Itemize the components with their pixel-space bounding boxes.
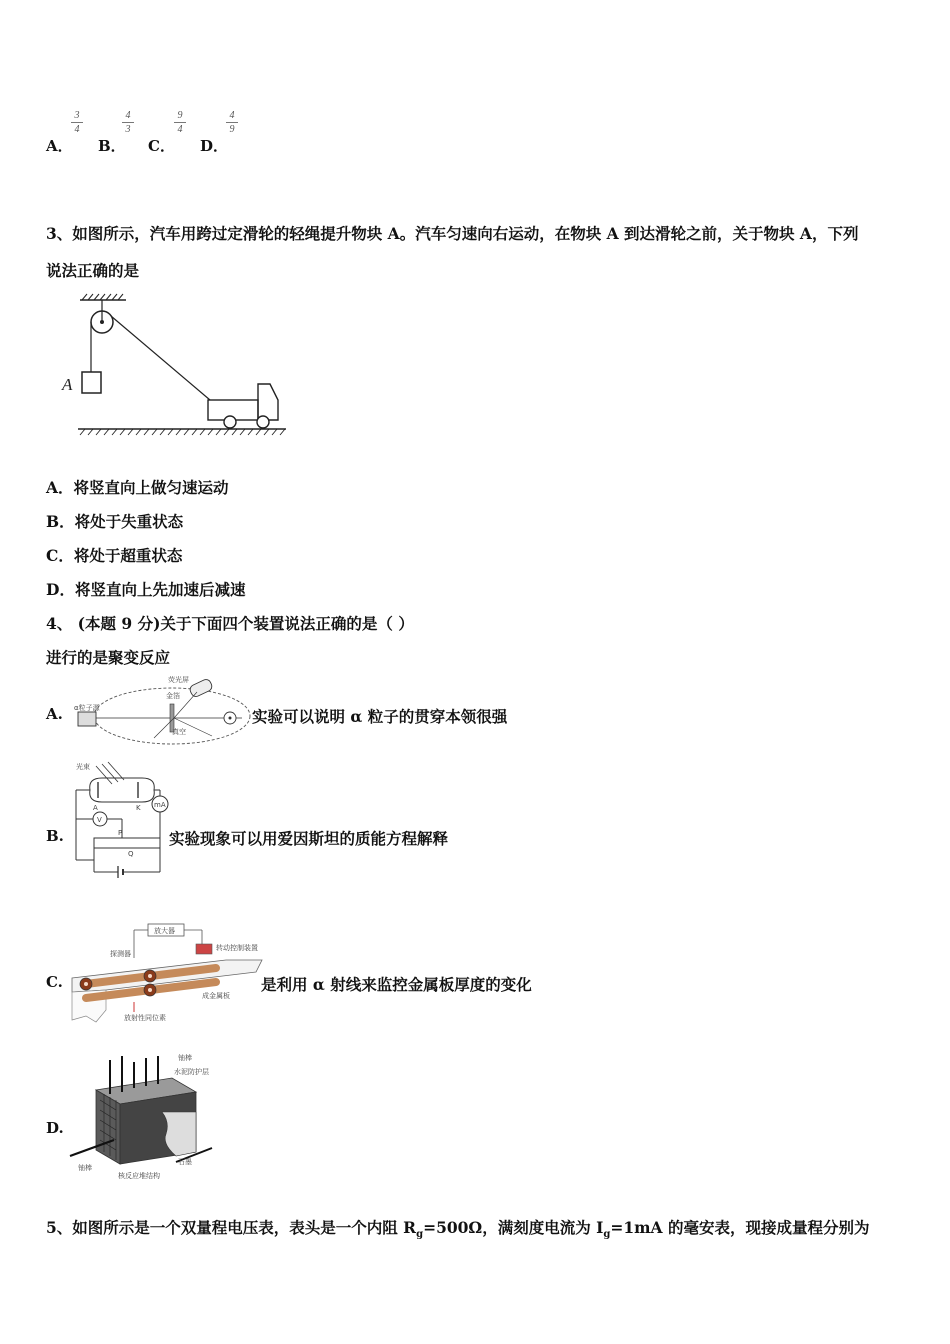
q3-option-c: C．将处于超重状态: [46, 546, 183, 565]
q4-option-a-letter: A.: [46, 705, 63, 723]
q4-figa-source-label: α粒子源: [74, 704, 100, 712]
q4-figd-rod2-label: 铀棒: [78, 1164, 92, 1172]
q2-option-d-fraction: 4 9: [226, 110, 238, 135]
q4-figb-voltmeter-label: V: [97, 816, 102, 824]
q4-figure-c-thickness-gauge: [66, 920, 266, 1028]
q4-figb-cathode-label: K: [136, 804, 141, 812]
q4-figb-light-label: 光束: [76, 763, 90, 771]
q4-figure-a-rutherford: [72, 672, 252, 748]
q3-block-label: A: [62, 375, 73, 394]
q4-figb-q-label: Q: [128, 850, 134, 858]
q4-figd-caption: 核反应堆结构: [118, 1172, 160, 1180]
q4-option-b-letter: B.: [46, 827, 64, 845]
q4-option-b-text: 实验现象可以用爱因斯坦的质能方程解释: [169, 829, 449, 848]
q2-option-b-letter: B．: [98, 137, 126, 155]
q5-stem: 5、如图所示是一个双量程电压表，表头是一个内阻 $R_g=500\Omega$，满刻度电流为 $I_g=1mA$ 的毫安表，现接成量程分别为: [46, 1218, 870, 1241]
q2-option-b-fraction: 4 3: [122, 110, 134, 135]
q3-option-a: A．将竖直向上做匀速运动: [46, 478, 229, 497]
q3-option-d: D．将竖直向上先加速后减速: [46, 580, 246, 599]
q4-subtext: 进行的是聚变反应: [46, 648, 171, 667]
q2-option-d-letter: D．: [200, 137, 229, 155]
q3-stem-line2: 说法正确的是: [46, 261, 140, 280]
q3-option-b: B．将处于失重状态: [46, 512, 184, 531]
q4-figd-graphite-label: 石墨: [178, 1158, 192, 1166]
q4-option-a-text: 实验可以说明 α 粒子的贯穿本领很强: [252, 707, 508, 726]
q4-option-d-letter: D.: [46, 1119, 64, 1137]
q4-figc-detector-label: 探测器: [110, 950, 131, 958]
q4-figc-source-label: 放射性同位素: [124, 1014, 166, 1022]
q4-figa-foil-label: 金箔: [166, 692, 180, 700]
q2-option-a-fraction: 3 4: [71, 110, 83, 135]
q2-option-a-letter: A．: [46, 137, 73, 155]
q2-option-c-fraction: 9 4: [174, 110, 186, 135]
q4-figa-screen-label: 荧光屏: [168, 676, 189, 684]
q4-figc-plate-label: 成金属板: [202, 992, 230, 1000]
q4-figure-b-photoelectric: [70, 760, 170, 882]
q4-figc-amp-label: 放大器: [154, 927, 175, 935]
q4-figd-shield-label: 水泥防护层: [174, 1068, 209, 1076]
q4-option-c-letter: C.: [46, 973, 63, 991]
q4-figb-ammeter-label: mA: [154, 801, 166, 809]
q4-stem: 4、 (本题 9 分)关于下面四个装置说法正确的是（ ）: [46, 614, 414, 633]
q4-figa-vacuum-label: 真空: [172, 728, 186, 736]
q2-option-c-letter: C．: [148, 137, 175, 155]
q4-figure-d-reactor: [66, 1052, 216, 1180]
q4-figb-anode-label: A: [93, 804, 98, 812]
q4-option-c-text: 是利用 α 射线来监控金属板厚度的变化: [261, 975, 532, 994]
q4-figd-rod-label: 铀棒: [178, 1054, 192, 1062]
q4-figb-p-label: P: [118, 829, 123, 837]
q4-figc-motor-label: 转动控制装置: [216, 944, 258, 952]
q3-stem-line1: 3、如图所示，汽车用跨过定滑轮的轻绳提升物块 A。汽车匀速向右运动，在物块 A 到达滑轮之前，关于物块 A，下列: [46, 224, 859, 243]
q3-pulley-truck-figure: [58, 292, 290, 440]
